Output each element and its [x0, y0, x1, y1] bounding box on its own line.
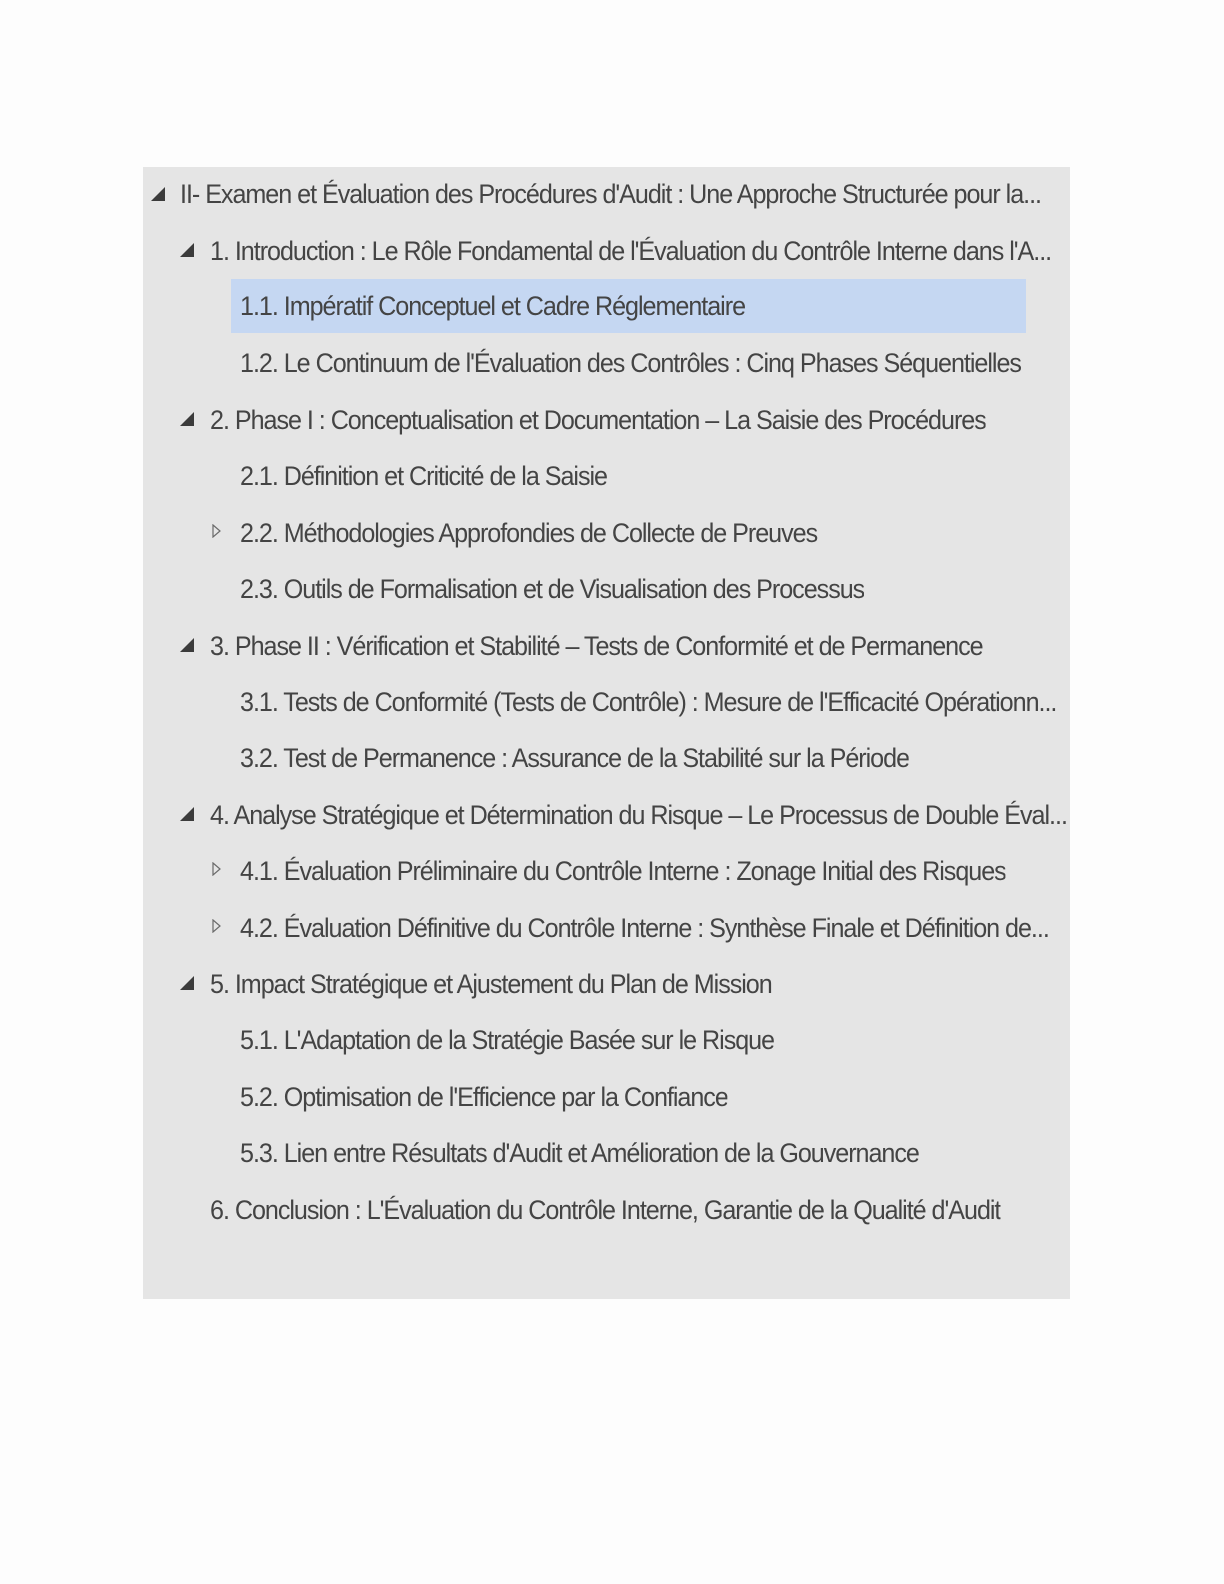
navigation-pane — [143, 167, 1070, 1299]
outline-item-root[interactable] — [180, 167, 1041, 221]
outline-item-label: II- Examen et Évaluation des Procédures d'Audit : Une Approche Structurée pour la... — [180, 178, 1042, 209]
outline-item-4-1[interactable] — [240, 844, 1006, 898]
outline-item-label: 5.2. Optimisation de l'Efficience par la Confiance — [240, 1081, 728, 1112]
outline-item-label: 5.1. L'Adaptation de la Stratégie Basée sur le Risque — [240, 1024, 775, 1055]
outline-item-1-2[interactable] — [240, 336, 1021, 390]
outline-item-label: 3. Phase II : Vérification et Stabilité – Tests de Conformité et de Permanence — [210, 630, 983, 661]
collapse-triangle-icon[interactable] — [180, 638, 194, 652]
outline-item-5[interactable] — [210, 957, 772, 1011]
outline-item-label: 4. Analyse Stratégique et Détermination du Risque – Le Processus de Double Éval... — [210, 799, 1067, 830]
outline-item-2[interactable] — [210, 393, 986, 447]
outline-item-4-2[interactable] — [240, 901, 1049, 955]
outline-item-5-3[interactable] — [240, 1126, 919, 1180]
outline-item-5-2[interactable] — [240, 1070, 728, 1124]
collapse-triangle-icon[interactable] — [151, 187, 165, 201]
outline-item-3-2[interactable] — [240, 731, 909, 785]
collapse-triangle-icon[interactable] — [180, 243, 194, 257]
outline-item-1-1-selected[interactable] — [231, 279, 1026, 333]
outline-item-2-3[interactable] — [240, 562, 864, 616]
outline-item-2-1[interactable] — [240, 449, 607, 503]
collapse-triangle-icon[interactable] — [180, 976, 194, 990]
outline-item-label: 5. Impact Stratégique et Ajustement du Plan de Mission — [210, 968, 772, 999]
outline-item-label: 1.2. Le Continuum de l'Évaluation des Contrôles : Cinq Phases Séquentielles — [240, 347, 1021, 378]
collapse-triangle-icon[interactable] — [180, 412, 194, 426]
outline-item-label: 6. Conclusion : L'Évaluation du Contrôle Interne, Garantie de la Qualité d'Audit — [210, 1194, 1001, 1225]
outline-item-label: 2.2. Méthodologies Approfondies de Collecte de Preuves — [240, 517, 818, 548]
outline-item-3-1[interactable] — [240, 675, 1056, 729]
outline-item-label: 3.1. Tests de Conformité (Tests de Contrôle) : Mesure de l'Efficacité Opérationn... — [240, 686, 1057, 717]
outline-item-label: 2. Phase I : Conceptualisation et Documentation – La Saisie des Procédures — [210, 404, 986, 435]
outline-item-label: 3.2. Test de Permanence : Assurance de la Stabilité sur la Période — [240, 742, 910, 773]
outline-item-label: 5.3. Lien entre Résultats d'Audit et Amélioration de la Gouvernance — [240, 1137, 919, 1168]
outline-item-4[interactable] — [210, 788, 1067, 842]
outline-item-label: 4.2. Évaluation Définitive du Contrôle Interne : Synthèse Finale et Définition de... — [240, 912, 1049, 943]
collapse-triangle-icon[interactable] — [180, 807, 194, 821]
outline-item-6[interactable] — [210, 1183, 1000, 1237]
expand-triangle-icon[interactable] — [212, 524, 221, 538]
outline-item-label: 4.1. Évaluation Préliminaire du Contrôle Interne : Zonage Initial des Risques — [240, 855, 1006, 886]
expand-triangle-icon[interactable] — [212, 919, 221, 933]
outline-item-label: 1. Introduction : Le Rôle Fondamental de l'Évaluation du Contrôle Interne dans l'A... — [210, 235, 1052, 266]
outline-item-label: 1.1. Impératif Conceptuel et Cadre Réglementaire — [240, 290, 746, 321]
outline-item-label: 2.1. Définition et Criticité de la Saisie — [240, 460, 608, 491]
outline-item-3[interactable] — [210, 619, 983, 673]
outline-item-5-1[interactable] — [240, 1013, 774, 1067]
outline-item-label: 2.3. Outils de Formalisation et de Visualisation des Processus — [240, 573, 865, 604]
outline-item-2-2[interactable] — [240, 506, 817, 560]
expand-triangle-icon[interactable] — [212, 862, 221, 876]
outline-item-1[interactable] — [210, 224, 1051, 278]
